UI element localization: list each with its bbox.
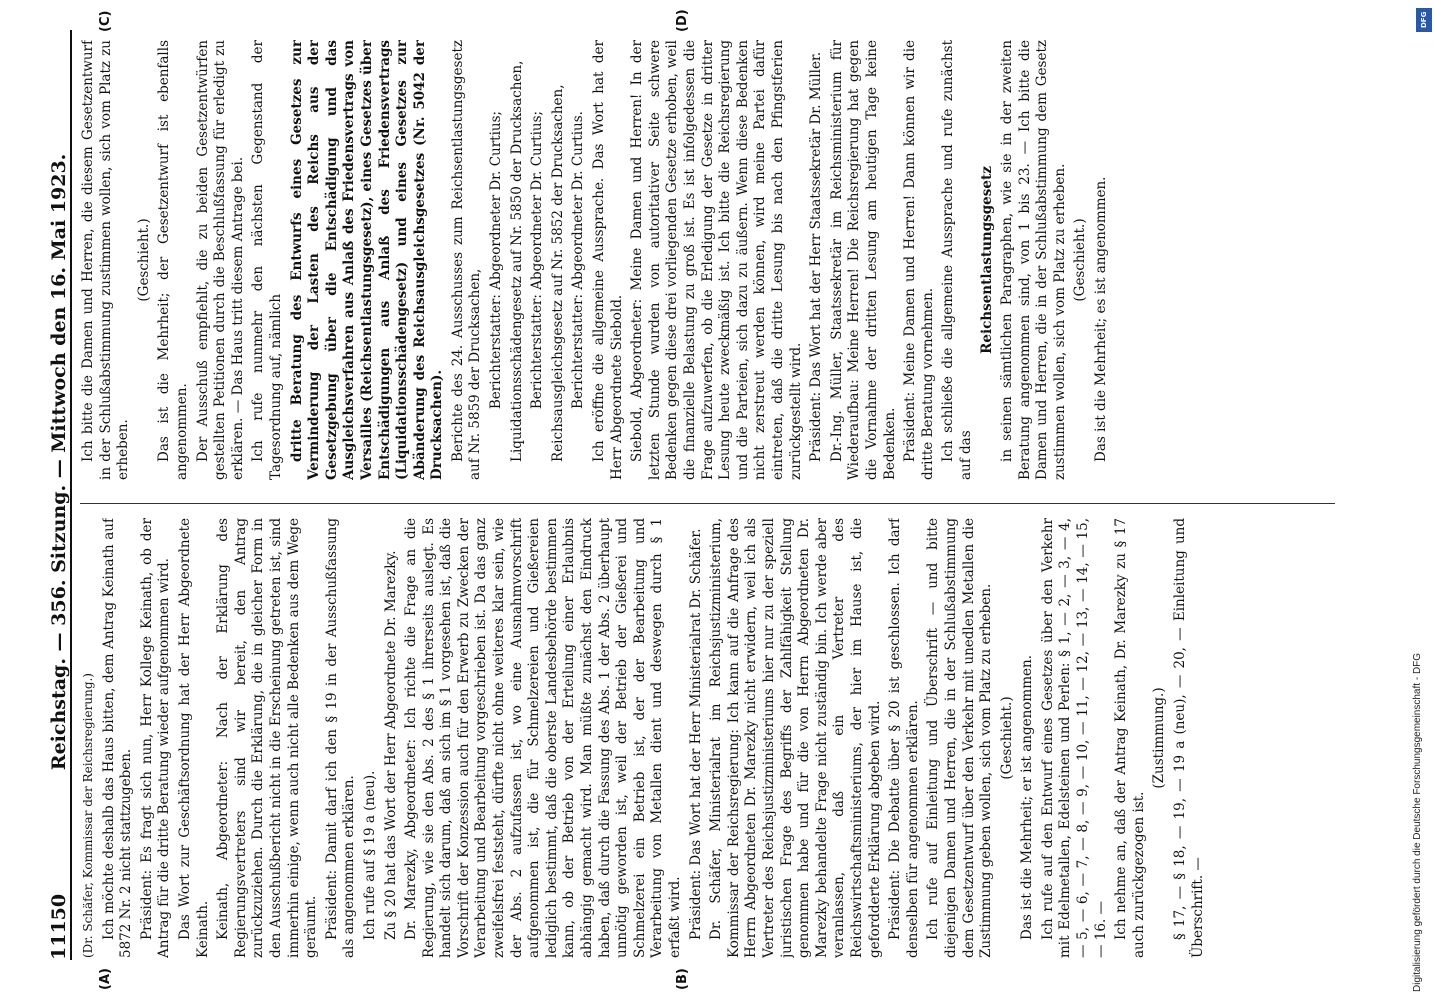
stage-direction: (Zustimmung.) [1151, 687, 1168, 789]
column-divider [80, 503, 1335, 504]
paragraph: in seinen sämtlichen Paragraphen, wie sie in der zweiten Beratung angenommen sind, von 1 bis 23. — Ich bitte die Damen und Herren, die in der Schlußabstimmung dem Gesetz zustimmen wollen, sich vom Platz zu erheben. [999, 40, 1068, 480]
paragraph: Das ist die Mehrheit; er ist angenommen. [1019, 655, 1036, 940]
page-title: Reichstag. — 356. Sitzung. — Mittwoch den 16. Mai 1923. [48, 153, 70, 771]
paragraph: Dr. Marezky, Abgeordneter: Ich richte die Frage an die Regierung, wie sie den Abs. 2 des § 1 ihrerseits auslegt. Es handelt sich darum, daß an sich im § 1 vorgesehen ist, daß die Vorschrift der Konzession auch für den Erwerb zu Zwecken der Verarbeitung und Bearbeitung vorgeschrieben ist. Da das ganz zweifelsfrei feststeht, dürfte nicht ohne weiteres klar sein, wie der Abs. 2 aufzufassen ist, wo eine Ausnahmvorschrift aufgenommen ist, die für Schmelzereien und Gießereien lediglich bestimmt, daß die oberste Landesbehörde bestimmen kann, ob der Betrieb von der Erteilung einer Erlaubnis abhängig gemacht wird. Man müßte zunächst den Eindruck haben, daß durch die Fassung des Abs. 1 der Abs. 2 überhaupt unnötig geworden ist, weil der Betrieb der Gießerei und Schmelzerei ein Betrieb ist, der der Bearbeitung und Verarbeitung von Metallen dient und deswegen durch § 1 erfaßt wird. [403, 518, 683, 958]
rapporteur: Berichterstatter: Abgeordneter Dr. Curtius; [529, 110, 546, 410]
paragraph: Präsident: Das Wort hat der Herr Staatssekretär Dr. Müller. [808, 51, 825, 462]
paragraph: Ich eröffne die allgemeine Aussprache. Das Wort hat der Herr Abgeordnete Siebold. [591, 40, 625, 480]
paragraph: Das Wort zur Geschäftsordnung hat der Herr Abgeordnete Keinath. [176, 518, 211, 958]
left-column [80, 518, 1335, 958]
paragraph: Ich bitte die Damen und Herren, die diesem Gesetzentwurf in der Schlußabstimmung zustimmen wollen, sich vom Platz zu erheben. [80, 40, 132, 480]
stage-direction: (Geschieht.) [135, 218, 152, 302]
paragraph: Präsident: Es fragt sich nun, Herr Kollege Keinath, ob der Antrag für die dritte Beratung wieder aufgenommen wird. [138, 518, 173, 958]
paragraph: Ich rufe auf Einleitung und Überschrift — und bitte diejenigen Damen und Herren, die in der Schlußabstimmung dem Gesetzentwurf über den Verkehr mit unedlen Metallen die Zustimmung geben wollen, sich vom Platz zu erheben. [925, 518, 995, 958]
rapporteur: Berichterstatter: Abgeordneter Dr. Curtius; [488, 110, 505, 410]
paragraph: Keinath, Abgeordneter: Nach der Erklärung des Regierungsvertreters sind wir bereit, den Antrag zurückzuziehen. Durch die Erklärung, die in gleicher Form in den Ausschußbericht nicht in die Erscheinung getreten ist, sind immerhin einige, wenn auch nicht alle Bedenken aus dem Wege geräumt. [215, 518, 320, 958]
page-header [36, 30, 72, 960]
stage-direction: (Geschieht.) [998, 696, 1015, 780]
paragraph: Dr.-Ing. Müller, Staatssekretär im Reichsministerium für Wiederaufbau: Meine Herren! Die Reichsregierung hat gegen die Vornahme der dritten Lesung am heutigen Tage keine Bedenken. [828, 40, 898, 480]
paragraph: Präsident: Meine Damen und Herren! Dann können wir die dritte Beratung vornehmen. [902, 40, 936, 480]
law-heading: Reichsentlastungsgesetz [978, 166, 995, 354]
paragraph: Ich nehme an, daß der Antrag Keinath, Dr. Marezky zu § 17 auch zurückgezogen ist. [1113, 518, 1147, 958]
digitization-credit [1406, 8, 1426, 992]
margin-marker-b: (B) [675, 968, 690, 990]
rapporteur: Berichterstatter: Abgeordneter Dr. Curtius. [570, 111, 587, 409]
paragraph: Das ist die Mehrheit; der Gesetzentwurf ist ebenfalls angenommen. [156, 40, 190, 480]
paragraph: Zu § 20 hat das Wort der Herr Abgeordnete Dr. Marezky. [382, 550, 399, 940]
stage-direction: (Geschieht.) [1072, 218, 1089, 302]
margin-marker-d: (D) [675, 9, 690, 32]
margin-marker-c: (C) [98, 10, 113, 32]
paragraph: Präsident: Die Debatte über § 20 ist geschlossen. Ich darf denselben für angenommen erklären. [887, 518, 921, 958]
paragraph: Dr. Schäfer, Ministerialrat im Reichsjustizministerium, Kommissar der Reichsregierung: Ich kann auf die Anfrage des Herrn Abgeordneten Dr. Marezky nicht erwidern, weil ich als Vertreter des Reichsjustizministeriums hier nur zu der speziell juristischen Frage des Begriffs der Zahlfähigkeit Stellung genommen habe und für die von Herrn Abgeordneten Dr. Marezky behandelte Frage nicht zuständig bin. Ich werde aber veranlassen, daß ein Vertreter des Reichswirtschaftsministeriums, der hier im Hause ist, die gefordderte Erklärung abgeben wird. [708, 518, 883, 958]
dfg-logo: DFG [1416, 8, 1432, 32]
credit-text: Digitalisierung gefördert durch die Deutsche Forschungsgemeinschaft - DFG [1412, 652, 1423, 992]
paragraph: Ich rufe auf den Entwurf eines Gesetzes über den Verkehr mit Edelmetallen, Edelsteinen und Perlen: § 1, — 2, — 3, — 4, — 5, — 6, — 7, — 8, — 9, — 10, — 11, — 12, — 13, — 14, — 15, — 16. — [1039, 518, 1109, 958]
paragraph: Siebold, Abgeordneter: Meine Damen und Herren! In der letzten Stunde wurden von autoritativer Seite schwere Bedenken gegen diese drei vorliegenden Gesetze erhoben, weil die finanzielle Belastung zu groß ist. Es ist infolgedessen die Frage aufzuwerfen, ob die Erledigung der Gesetze in dritter Lesung heute zweckmäßig ist. Ich bitte die Reichsregierung und die Parteien, sich dazu zu äußern. Wenn diese Bedenken nicht zerstreut werden können, wird meine Partei dafür eintreten, daß die dritte Lesung bis nach den Pfingstferien zurückgestellt wird. [629, 40, 804, 480]
paragraph: Reichsausgleichsgesetz auf Nr. 5852 der Drucksachen, [549, 84, 566, 462]
agenda-item: dritte Beratung des Entwurfs eines Gesetzes zur Verminderung der Lasten des Reichs aus der Gesetzgebung über die Entschädigung und das Ausgleichsverfahren aus Anlaß des Friedensvertrags von Versailles (Reichsentlastungsgesetz), eines Gesetzes über Entschädigungen aus Anlaß des Friedensvertrags (Liquidationsschädengesetz) und eines Gesetzes zur Abänderung des Reichsausgleichsgesetzes (Nr. 5042 der Drucksachen). [288, 40, 446, 480]
paragraph: Ich rufe nunmehr den nächsten Gegenstand der Tagesordnung auf, nämlich [250, 40, 284, 480]
paragraph: Ich schließe die allgemeine Aussprache und rufe zunächst auf das [940, 40, 974, 480]
paragraph: Der Ausschuß empfiehlt, die zu beiden Gesetzentwürfen gestellten Petitionen durch die Beschlußfassung für erledigt zu erklären. — Das Haus tritt diesem Antrage bei. [194, 40, 246, 480]
paragraph: § 17, — § 18, — 19, — 19 a (neu), — 20, — Einleitung und Überschrift. — [1172, 518, 1206, 958]
paragraph: Berichte des 24. Ausschusses zum Reichsentlastungsgesetz auf Nr. 5859 der Drucksachen, [449, 40, 484, 480]
paragraph: Das ist die Mehrheit; es ist angenommen. [1093, 176, 1110, 462]
right-column [80, 40, 1335, 480]
speaker-note: (Dr. Schäfer, Kommissar der Reichsregierung.) [81, 673, 95, 958]
paragraph: Liquidationsschädengesetz auf Nr. 5850 der Drucksachen, [508, 60, 525, 462]
paragraph: Präsident: Das Wort hat der Herr Ministerialrat Dr. Schäfer. [687, 528, 704, 940]
paragraph: Ich möchte deshalb das Haus bitten, dem Antrag Keinath auf 5872 Nr. 2 nicht stattzugeben. [100, 518, 135, 958]
paragraph: Ich rufe auf § 19 a (neu). [361, 770, 378, 940]
paragraph: Präsident: Damit darf ich den § 19 in der Ausschußfassung als angenommen erklären. [323, 518, 358, 958]
margin-marker-a: (A) [98, 968, 113, 990]
page-number: 11150 [48, 893, 70, 960]
